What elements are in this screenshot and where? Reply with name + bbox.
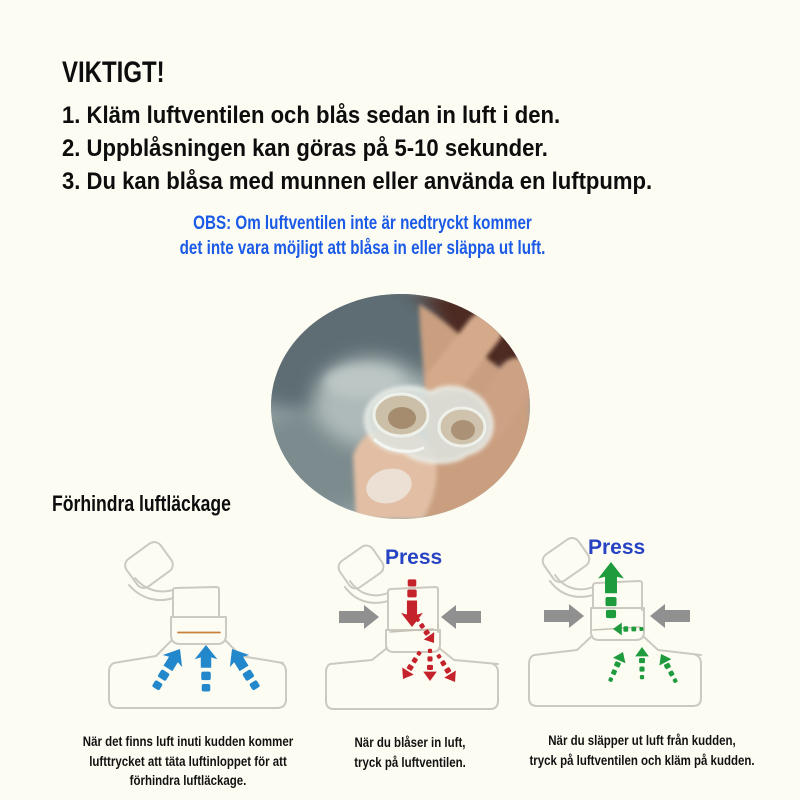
airflow-in-arrows — [397, 579, 461, 685]
squeeze-arrow-right-icon — [650, 604, 690, 628]
notice-line-1: OBS: Om luftventilen inte är nedtryckt kommer — [193, 213, 532, 234]
caption-line: tryck på luftventilen och kläm på kudden. — [529, 752, 755, 768]
notice-line-2: det inte vara möjligt att blåsa in eller släppa ut luft. — [179, 238, 546, 259]
notice-text — [129, 211, 597, 261]
caption-deflate — [528, 731, 756, 770]
valve-cap — [122, 539, 176, 591]
air-arrow-right-icon — [222, 643, 266, 695]
valve-photo-art — [271, 294, 530, 519]
valve-cap — [540, 535, 593, 585]
caption-line: När det finns luft inuti kudden kommer — [82, 734, 294, 749]
air-arrow-center-icon — [195, 645, 218, 692]
caption-line: lufttrycket att täta luftinloppet för att — [89, 753, 287, 769]
valve-hole-left — [388, 407, 416, 429]
valve-cap — [335, 542, 386, 591]
squeeze-arrow-left-icon — [544, 604, 584, 628]
instruction-steps — [62, 99, 652, 198]
diagram-seal — [60, 533, 305, 718]
caption-line: förhindra luftläckage. — [129, 773, 247, 788]
diagram-inflate — [322, 533, 507, 715]
air-up-center-icon — [635, 647, 649, 679]
air-out-arrow-icon — [598, 562, 624, 618]
caption-inflate — [334, 733, 487, 772]
section-heading: Förhindra luftläckage — [52, 491, 231, 516]
air-in-center-icon — [423, 649, 437, 681]
cap-strap — [550, 575, 593, 597]
step-1: 1. Kläm luftventilen och blås sedan in luft i den. — [62, 102, 561, 129]
cap-strap — [345, 581, 388, 603]
valve-tube — [593, 581, 642, 610]
page-title: VIKTIGT! — [62, 56, 165, 89]
valve-mound — [534, 636, 701, 655]
press-label-inflate: Press — [385, 546, 443, 569]
caption-line: tryck på luftventilen. — [354, 754, 466, 770]
caption-line: När du blåser in luft, — [354, 735, 466, 750]
valve-hole-right — [451, 420, 475, 440]
valve-outline — [109, 539, 286, 708]
step-2: 2. Uppblåsningen kan göras på 5-10 sekunder. — [62, 135, 548, 162]
valve-chamber — [171, 617, 226, 644]
air-in-left-icon — [397, 648, 426, 683]
press-label-deflate: Press — [588, 536, 646, 559]
air-in-right-icon — [432, 651, 461, 686]
squeeze-arrow-right-icon — [441, 605, 481, 629]
air-up-right-icon — [655, 651, 682, 686]
valve-tube — [173, 587, 219, 617]
valve-chamber — [591, 608, 644, 640]
seal-arrow-icon — [613, 623, 643, 636]
step-3: 3. Du kan blåsa med munnen eller använda en luftpump. — [62, 168, 653, 195]
diagram-deflate — [520, 528, 720, 718]
air-arrow-left-icon — [146, 643, 190, 695]
squeeze-arrow-left-icon — [339, 605, 379, 629]
cushion-body — [326, 664, 498, 709]
air-up-arrows — [146, 643, 267, 695]
air-up-left-icon — [604, 649, 630, 684]
caption-seal — [78, 732, 299, 791]
caption-line: När du släpper ut luft från kudden, — [548, 733, 736, 748]
valve-photo — [271, 294, 530, 519]
